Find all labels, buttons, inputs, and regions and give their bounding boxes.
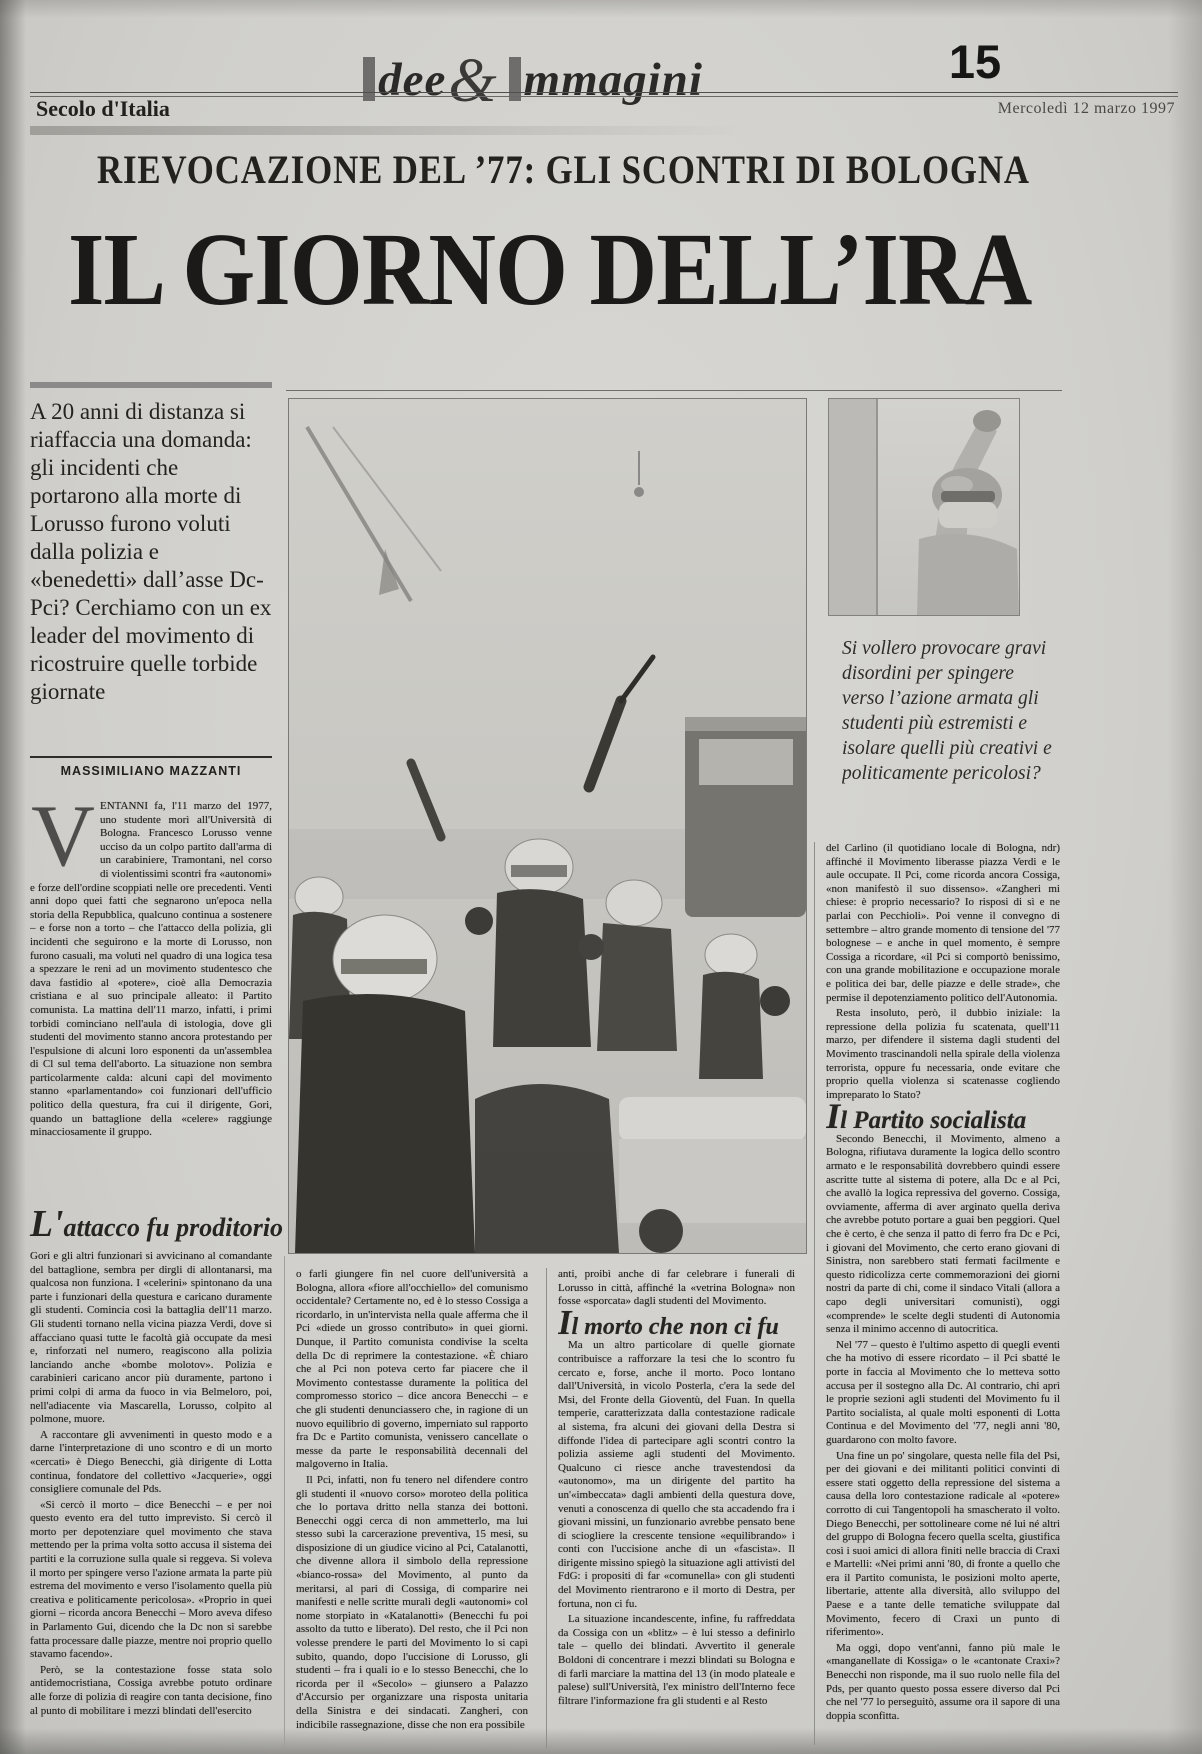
masked-protester-illustration bbox=[829, 399, 1019, 615]
riot-scene-photo bbox=[288, 398, 807, 1254]
paragraph: Gori e gli altri funzionari si avvicinano al comandante del battaglione, sembra per dirgli di allontanarsi, ma qualcosa non funziona. I «celerini» spintonano da una parte i funzionari della questura e caricano duramente gli studenti. Comincia così la battaglia dell'11 marzo. Gli studenti tornano nella vicina piazza Verdi, dove si affacciano quasi tutte le facoltà già occupate da mesi e, rinforzati nel numero, reagiscono alla polizia lanciando anche «bombe molotov». Polizia e carabinieri caricano ancor più duramente, partono i primi colpi di arma da fuoco in via Belmeloro, poi, nell'adiacente via Mascarella, Lorusso, colpito al polmone, muore. bbox=[30, 1250, 272, 1426]
section-title-word2: mmagini bbox=[523, 54, 703, 106]
pull-quote: Si vollero provocare gravi disordini per spingere verso l’azione armata gli studenti più estremisti e isolare quelli più creativi e politicamente pericolosi? bbox=[842, 638, 1052, 784]
main-headline: IL GIORNO DELL’IRA bbox=[68, 212, 1032, 327]
paragraph: del Carlino (il quotidiano locale di Bologna, ndr) affinché il Movimento liberasse piazza Verdi e le aule occupate. Il Pci, come ricorda ancora Cossiga, «non manifestò il suo dissenso». «Zangheri mi chiese: è proprio necessario? Io risposi di sì e ne parlai con Pecchioli». Poi venne il convegno di settembre – altro grande momento di tensione del '77 bolognese – e anche in quel momento, è sempre Cossiga a ricordare, «il Pci si comportò benissimo, con una grande mobilitazione e occupazione morale e politica dei bar, delle piazze e delle strade», che permise il depotenziamento politico dell'Autonomia. bbox=[826, 842, 1060, 1004]
scan-smudge-band bbox=[30, 126, 750, 135]
paragraph-text: ENTANNI fa, l'11 marzo del 1977, uno studente morì all'Università di Bologna. Francesco Lorusso venne ucciso da un colpo partito dall'arma di un carabiniere, Tramontani, nel corso di violentissimi scontri fra «autonomi» e forze dell'ordine scoppiati nelle ore precedenti. Venti anni dopo quei fatti che segnarono un'epoca nella storia della Repubblica, qualcuno continua a sostenere – e forse non a torto – che l'attacco della polizia, gli incidenti che seguirono e la morte di Lorusso, non furono casuali, ma voluti nel quadro di una logica tesa a spezzare le reni ad un movimento studentesco che dava fastidio al «potere», cioè alla Democrazia cristiana e al suo principale alleato: il Partito comunista. La mattina dell'11 marzo, infatti, i primi torbidi cominciano nell'aula di istologia, dove gli studenti del movimento stanno ancora protestando per l'espulsione di alcuni loro esponenti da un'assemblea di Cl sul tema dell'aborto. La situazione non sembra particolarmente calda: alcuni capi del movimento stanno «parlamentando» coi funzionari dell'ufficio politico della questura, fra cui il dirigente, Gori, quando un battaglione della «celere» raggiunge minacciosamente il gruppo. bbox=[30, 800, 272, 1139]
column-rule bbox=[814, 842, 815, 1745]
article-column-3 bbox=[558, 1268, 795, 1748]
paragraph: Nel '77 – questo è l'ultimo aspetto di quegli eventi che ha motivo di essere ricordato – il Pci sbatté le porte in faccia al Movimento che lo metteva sotto accusa per il sostegno alla Dc. Al contrario, chi aprì le proprie sezioni agli studenti del Movimento fu il Partito socialista, al quale molti esponenti di Lotta Continua e del Movimento del '77, negli anni '80, guardarono con molto favore. bbox=[826, 1338, 1060, 1446]
riot-scene-illustration bbox=[289, 399, 806, 1253]
edition-date: Mercoledì 12 marzo 1997 bbox=[997, 100, 1175, 117]
paragraph: Ma un altro particolare di quelle giornate contribuisce a rafforzare la tesi che lo scontro fu cercato e, forse, anche il morto. Poco lontano dall'Università, in vicolo Posterla, c'era la sede del Msi, del Fronte della Gioventù, del Fuan. In quella temperie, caratterizzata dalla contestazione radicale al sistema, fra alcuni dei giovani della Destra si diffonde l'idea di partecipare agli scontri contro la polizia assieme agli studenti del Movimento. Qualcuno ci riesce anche travestendosi da «autonomo», ma un dirigente del partito ha un'«imbeccata» dagli ambienti della questura dove, venuti a conoscenza di quello che sta accadendo fra i giovani missini, un funzionario avrebbe pensato bene di sciogliere la crescente tensione «equilibrando» i conti con l'uccisione anche di un «fascista». Il dirigente missino spiegò la situazione agli attivisti del FdG: i propositi di far «comunella» con gli studenti del Movimento rientrarono e il morto di Destra, per fortuna, non ci fu. bbox=[558, 1339, 795, 1610]
column-rule bbox=[284, 1256, 285, 1748]
drop-cap: V bbox=[31, 800, 95, 885]
article-column-4 bbox=[826, 842, 1060, 1745]
article-column-2 bbox=[296, 1268, 528, 1748]
subheading-attacco: L'attacco fu proditorio bbox=[30, 1203, 284, 1245]
paragraph: Ma oggi, dopo vent'anni, fanno più male le «manganellate di Kossiga» o le «cantonate Craxi»? Benecchi non risponde, ma il suo ruolo nelle fila del Pds, per quanto questo possa essere diverso dal Pci che nel '77 lo perseguitò, assume ora il sapore di una doppia sconfitta. bbox=[826, 1641, 1060, 1722]
paragraph: La situazione incandescente, infine, fu raffreddata da Cossiga con un «blitz» – è lui stesso a definirlo tale – quello dei blindati. Avvertito il generale Boldoni di concentrare i mezzi blindati su Bologna e di farli marciare la mattina del 13 (in modo plateale e palese) sull'Università, l'ex ministro dell'Interno fece filtrare l'informazione fra gli studenti e al Resto bbox=[558, 1613, 795, 1707]
article-top-rule bbox=[286, 390, 1062, 391]
ampersand-glyph: & bbox=[448, 47, 497, 115]
column-rule bbox=[546, 1268, 547, 1748]
article-column-1 bbox=[30, 800, 272, 1198]
paragraph: Il Pci, infatti, non fu tenero nel difendere contro gli studenti il «nuovo corso» moroteo della politica che lo portava dritto nella stanza dei bottoni. Benecchi oggi cerca di non ammetterlo, ma lui stesso subì la carcerazione preventiva, 15 mesi, su disposizione di un giudice vicino al Pci, Catalanotti, che divenne allora il simbolo della repressione «bianco-rossa» del Movimento, al punto da meritarsi, al pari di Cossiga, di comparire nei manifesti e nelle scritte murali degli «autonomi» col nome storpiato in «Katalanotti» (Benecchi fu poi assolto da tutto e liberato). Del resto, che il Pci non volesse prendere le parti del Movimento lo si capì subito, quando, dopo l'uccisione di Lorusso, gli studenti – fra i quali io e lo stesso Benecchi, che lo ricorda per il «Secolo» – giunsero a Palazzo d'Accursio per organizzare una risposta unitaria della Sinistra e dei sindacati. Zangheri, con indicibile rassegnazione, disse che non era possibile bbox=[296, 1473, 528, 1731]
newspaper-name: Secolo d'Italia bbox=[36, 96, 170, 121]
paragraph: Resta insoluto, però, il dubbio iniziale: la repressione della polizia fu scatenata, quell'11 marzo, per difendere il sistema dagli studenti del Movimento trascinandoli nella spirale della violenza terrorista, oppure fu necessaria, onde evitare che proprio quella violenza si scatenasse cogliendo impreparato lo Stato? bbox=[826, 1007, 1060, 1101]
paragraph: Però, se la contestazione fosse stata solo antidemocristiana, Cossiga avrebbe potuto ordinare alle forze di polizia di reagire con tanta decisione, fino al punto di mobilitare i mezzi blindati dell'esercito bbox=[30, 1663, 272, 1717]
page-number: 15 bbox=[948, 35, 1002, 88]
masked-protester-photo bbox=[828, 398, 1020, 616]
standfirst: A 20 anni di distanza si riaffaccia una domanda: gli incidenti che portarono alla morte di Lorusso furono voluti dalla polizia e «benedetti» dall’asse Dc-Pci? Cerchiamo con un ex leader del movimento di ricostruire quelle torbide giornate bbox=[30, 399, 272, 704]
paragraph bbox=[30, 800, 272, 1140]
paragraph: A raccontare gli avvenimenti in questo modo e a darne l'interpretazione di uno scontro e di un morto «cercati» è Diego Benecchi, già dirigente di Lotta continua, fondatore del collettivo «Jacquerie», oggi consigliere comunale del Pds. bbox=[30, 1428, 272, 1496]
subheading-partito-socialista: Il Partito socialista bbox=[826, 1096, 1027, 1137]
byline: MASSIMILIANO MAZZANTI bbox=[30, 756, 272, 778]
subheading-morto-che-non-ci-fu: Il morto che non ci fu bbox=[558, 1302, 779, 1342]
paragraph: «Si cercò il morto – dice Benecchi – e per noi questo evento era del tutto imprevisto. Si cercò il morto per depotenziare quel movimento che stava mettendo per la prima volta sotto accusa il sistema dei partiti e la corruzione sulla quale si reggeva. Si voleva il morto per spingere verso l'azione armata la parte più estrema del movimento e verso l'isolamento quella più creativa e politicamente pericolosa». «Proprio in quei giorni – ricorda ancora Benecchi – Moro aveva difeso in Parlamento Gui, dicendo che la Dc non si sarebbe fatta processare dalle piazze, mentre noi proprio quello stavamo facendo». bbox=[30, 1498, 272, 1661]
section-title-word1: dee bbox=[378, 54, 447, 106]
kicker-headline: RIEVOCAZIONE DEL ’77: GLI SCONTRI DI BOLOGNA bbox=[96, 147, 1030, 192]
paragraph: o farli giungere fin nel cuore dell'università a Bologna, allora «fiore all'occhiello» del comunismo occidentale? Certamente no, ed è lo stesso Cossiga a ricordarlo, in un'intervista nella quale afferma che il Pci «diede un grosso contributo» in quei giorni. Dunque, il Partito comunista condivise la scelta della Dc di reprimere la contestazione. «È chiaro che al Pci non poteva certo far piacere che il Movimento contestasse duramente la politica del compromesso storico – dice ancora Benecchi – e che gli studenti denunciassero che, in ragione di un nuovo equilibrio di governo, imperniato sul rapporto fra Dc e Partito comunista, venissero cancellate o messe da parte le responsabilità decennali del malgoverno in Italia. bbox=[296, 1268, 528, 1471]
paragraph: anti, proibì anche di far celebrare i funerali di Lorusso in città, affinché la «vetrina Bologna» non fosse «sporcata» dagli studenti del Movimento. bbox=[558, 1268, 795, 1308]
standfirst-rule bbox=[30, 382, 272, 388]
paragraph: Secondo Benecchi, il Movimento, almeno a Bologna, rifiutava duramente la logica dello scontro armato e le responsabilità dovrebbero quindi essere ascritte tutte al sistema di potere, alla Dc e al Pci, che avallò la logica repressiva del governo. Cossiga, ovviamente, afferma di aver arginato quella deriva che avrebbe potuto portare a guai ben peggiori. Quel che è certo, è che senza il patto di ferro fra Dc e Pci, i giovani del Movimento, che certo erano giovani di Sinistra, non sarebbero stati fermati facilmente e questo ridicolizza certe commemorazioni dei giorni nostri da parte di chi, come il sindaco Vitali (allora a capo degli universitari comunisti), oggi «comprende» le scelte degli studenti di Autonomia senza il minimo accenno di autocritica. bbox=[826, 1132, 1060, 1336]
paragraph: Una fine un po' singolare, questa nelle fila del Psi, per dei giovani e dei militanti politici convinti di essere stati oggetto della repressione del sistema a causa della loro contestazione radicale al «potere» corrotto di cui Tangentopoli ha smascherato il volto. Diego Benecchi, per sottolineare come né lui né altri del gruppo di Bologna fecero quella scelta, giustifica così i suoi amici di allora finiti nelle braccia di Craxi e Martelli: «Nei primi anni '80, di fronte a quello che era il Partito comunista, le posizioni molto aperte, libertarie, attente alla diversità, allo sviluppo del Paese e a tante delle tematiche sviluppate dal Movimento, fecero di Craxi un punto di riferimento». bbox=[826, 1449, 1060, 1639]
article-column-1-continued bbox=[30, 1250, 272, 1748]
